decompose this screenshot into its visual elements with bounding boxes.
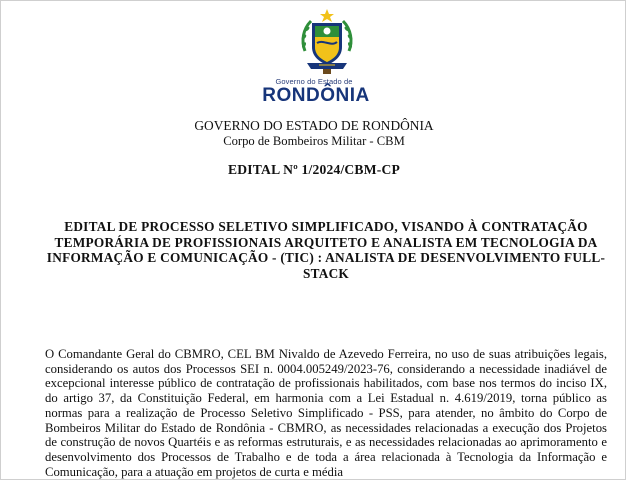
state-coat-of-arms-icon bbox=[297, 7, 357, 77]
government-logo bbox=[1, 5, 626, 111]
edital-number: EDITAL Nº 1/2024/CBM-CP bbox=[228, 162, 400, 177]
body-paragraph: O Comandante Geral do CBMRO, CEL BM Nivaldo de Azevedo Ferreira, no uso de suas atribuições legais, considerando os autos dos Processos SEI n. 0004.005249/2023-76, considerando a necessidade inadiável de excepcional interesse público de contratação de profissionais habilitados, com base nos termos do inciso IX, do artigo 37, da Constituição Federal, em harmonia com a Lei Estadual n. 4.619/2019, torna público as normas para a realização de Processo Seletivo Simplificado - PSS, para atender, no âmbito do Corpo de Bombeiros Militar do Estado de Rondônia - CBMRO, as necessidades relacionadas a execução dos Projetos de construção de novos Quartéis e as reformas estruturais, e as necessidades relacionadas ao aprimoramento e desenvolvimento dos Processos de Trabalho e de toda a área relacionada à Tecnologia da Informação e Comunicação, para a atuação em projetos de curta e média bbox=[45, 347, 607, 479]
logo-caption-small: Governo do Estado de bbox=[275, 77, 353, 86]
header-government: GOVERNO DO ESTADO DE RONDÔNIA bbox=[194, 118, 434, 133]
header-department: Corpo de Bombeiros Militar - CBM bbox=[223, 134, 405, 148]
document-title: EDITAL DE PROCESSO SELETIVO SIMPLIFICADO, VISANDO À CONTRATAÇÃO TEMPORÁRIA DE PROFISSIONAIS ARQUITETO E ANALISTA EM TECNOLOGIA DA INFORMAÇÃO E COMUNICAÇÃO - (TIC) : ANALISTA DE DESENVOLVIMENTO FULL-STACK bbox=[46, 219, 606, 281]
logo-caption-state: RONDÔNIA bbox=[262, 85, 370, 106]
